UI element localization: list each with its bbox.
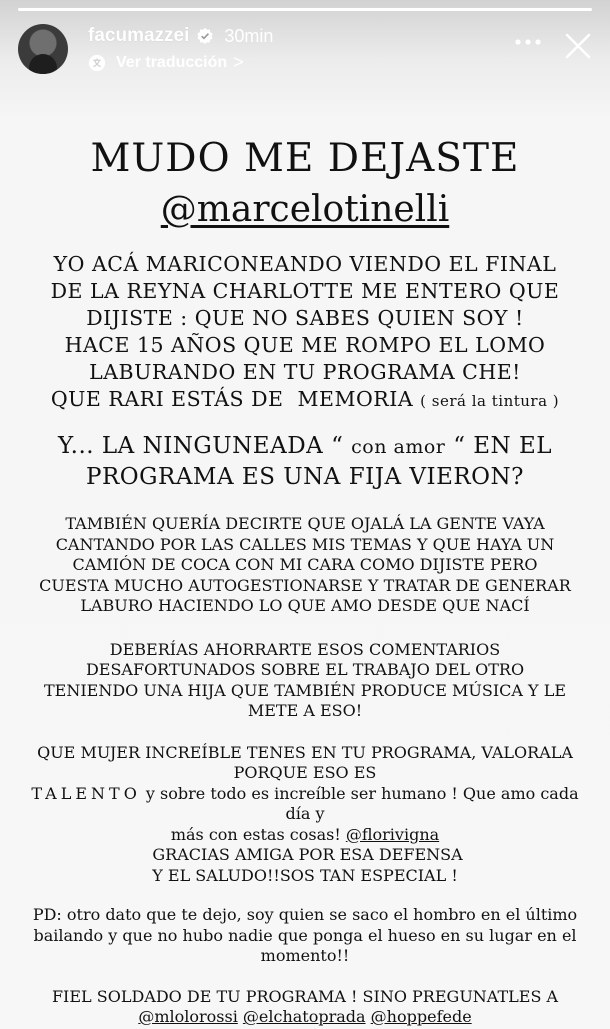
paragraph-2: Y... LA NINGUNEADA “ con amor “ EN EL PROGRAMA ES UNA FIJA VIERON? [57,433,553,490]
story-text-content [0,135,610,1028]
paragraph-7 [30,987,580,1028]
text-line: TAMBIÉN QUERÍA DECIRTE QUE OJALÁ LA GENTE VAYA [65,514,545,533]
chevron-right-icon: > [233,52,244,72]
text-line: CAMIÓN DE COCA CON MI CARA COMO DIJISTE PERO [72,555,538,574]
text-line: PORQUE ESO ES [233,763,377,782]
translate-icon [88,54,106,72]
more-options-icon[interactable] [514,38,542,46]
text-line: HACE 15 AÑOS QUE ME ROMPO EL LOMO [64,333,546,357]
post-time: 30min [224,25,274,46]
text-line: QUE RARI ESTÁS DE MEMORIA ( será la tintura ) [50,387,560,411]
mention-link[interactable]: @florivigna [345,824,440,844]
text-line: Y EL SALUDO!!SOS TAN ESPECIAL ! [152,865,458,885]
paragraph-4 [30,640,580,722]
text-line: METE A ESO! [247,701,363,720]
text-line: FIEL SOLDADO DE TU PROGRAMA ! SINO PREGUNATLES A [51,986,559,1006]
text-line: bailando y que no hubo nadie que ponga el hueso en su lugar en el [33,925,577,945]
avatar[interactable] [18,24,68,74]
verified-icon [196,27,214,45]
text-line: TENIENDO UNA HIJA QUE TAMBIÉN PRODUCE MÚSICA Y LE [43,680,566,700]
text-line: momento!! [260,946,350,965]
text-line [30,1007,580,1028]
text-line: más con estas cosas! @florivigna GRACIAS AMIGA POR ESA DEFENSA [147,824,463,864]
title-mention-link[interactable]: @marcelotinelli [160,189,450,230]
paragraph-6 [30,905,580,967]
mention-link[interactable]: @hoppefede [370,1007,472,1026]
paragraph-3 [30,514,580,617]
text-line: LABURANDO EN TU PROGRAMA CHE! [89,360,521,384]
paragraph-1 [20,251,590,415]
text-line: DEBERÍAS AHORRARTE ESOS COMENTARIOS [109,639,501,659]
see-translation-link[interactable] [88,52,244,73]
text-line: DE LA REYNA CHARLOTTE ME ENTERO QUE [50,279,560,303]
story-header [18,24,592,80]
story-title: MUDO ME DEJASTE [90,136,520,181]
close-icon[interactable] [564,32,592,60]
mention-link[interactable]: @mlolorossi [138,1007,238,1026]
username-row [88,25,273,47]
text-line: LABURO HACIENDO LO QUE AMO DESDE QUE NACÍ [80,596,530,615]
text-line: PD: otro dato que te dejo, soy quien se saco el hombro en el último [32,905,578,924]
text-line: CUESTA MUCHO AUTOGESTIONARSE Y TRATAR DE GENERAR [39,575,571,595]
text-line: YO ACÁ MARICONEANDO VIENDO EL FINAL [53,252,557,276]
text-line: DIJISTE : QUE NO SABES QUIEN SOY ! [86,306,524,330]
mention-link[interactable]: @elchatoprada [242,1007,366,1026]
text-line: DESAFORTUNADOS SOBRE EL TRABAJO DEL OTRO [85,660,525,679]
text-line: CANTANDO POR LAS CALLES MIS TEMAS Y QUE HAYA UN [55,534,555,554]
username[interactable]: facumazzei [88,25,190,46]
paragraph-5 [30,743,580,887]
text-line: TALENTO y sobre todo es increíble ser humano ! Que amo cada día y [31,783,579,823]
see-translation-label[interactable]: Ver traducción [116,53,228,71]
story-progress-fill [18,8,592,11]
story-progress-bar [18,8,592,11]
text-line: QUE MUJER INCREÍBLE TENES EN TU PROGRAMA, VALORALA [37,742,573,762]
